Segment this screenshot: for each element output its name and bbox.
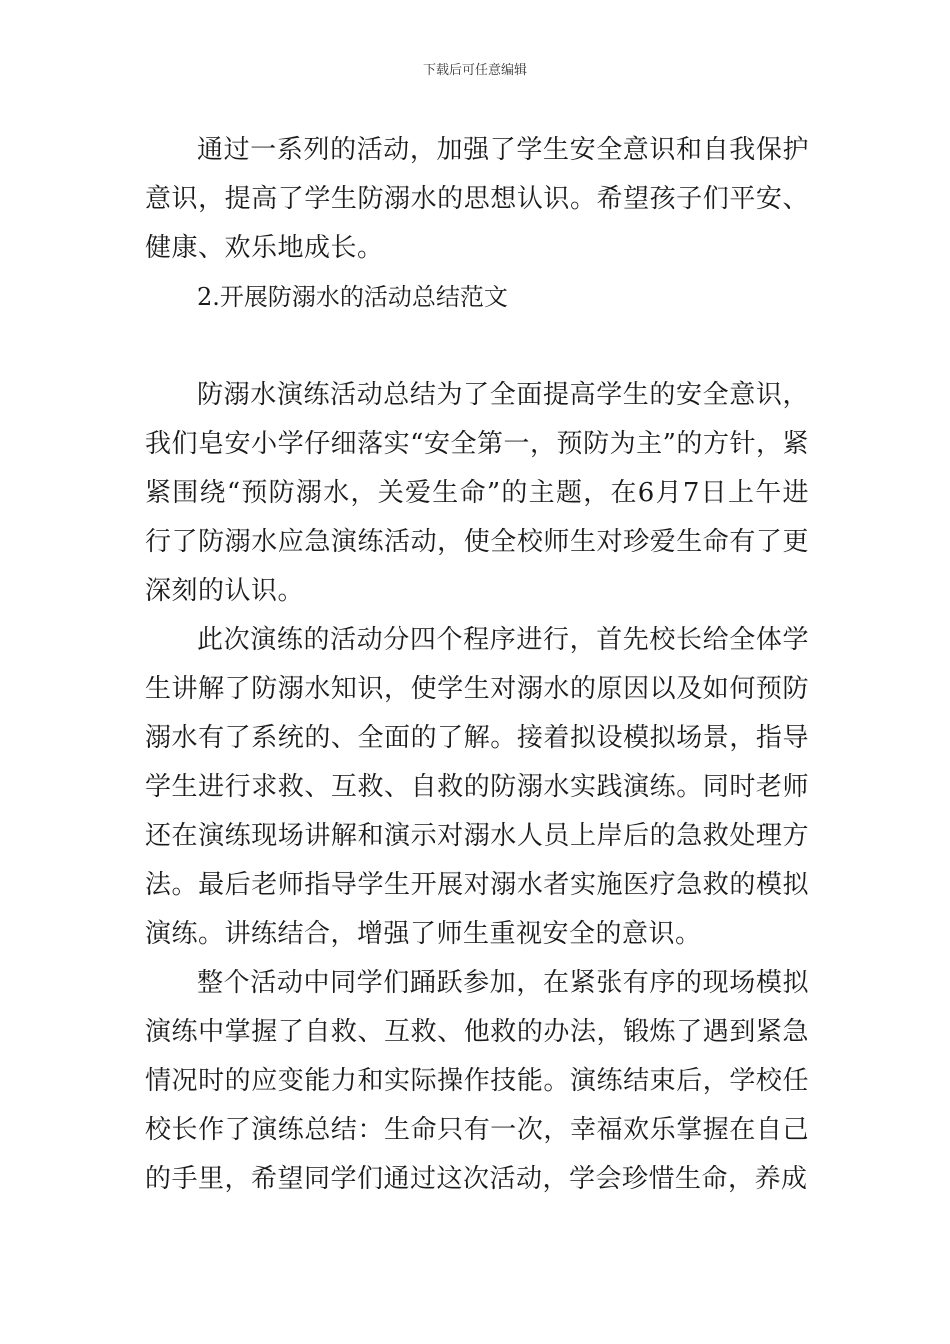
section-heading: 2.开展防溺水的活动总结范文 [197, 283, 508, 311]
page-header: 下载后可任意编辑 [422, 63, 527, 78]
paragraph-intro: 防溺水演练活动总结为了全面提高学生的安全意识，我们皂安小学仔细落实“安全第一，预防为主”的方针，紧紧围绕“预防溺水，关爱生命”的主题，在6月7日上午进行了防溺水应急演练活动，使全校师生对珍爱生命有了更深刻的认识。 [145, 380, 809, 606]
paragraph-procedure: 此次演练的活动分四个程序进行，首先校长给全体学生讲解了防溺水知识，使学生对溺水的原因以及如何预防溺水有了系统的、全面的了解。接着拟设模拟场景，指导学生进行求救、互救、自救的防溺水实践演练。同时老师还在演练现场讲解和演示对溺水人员上岸后的急救处理方法。最后老师指导学生开展对溺水者实施医疗急救的模拟演练。讲练结合，增强了师生重视安全的意识。 [145, 625, 809, 949]
document-body [145, 126, 809, 1204]
paragraph-outcome: 整个活动中同学们踊跃参加，在紧张有序的现场模拟演练中掌握了自救、互救、他救的办法，锻炼了遇到紧急情况时的应变能力和实际操作技能。演练结束后，学校任校长作了演练总结：生命只有一次，幸福欢乐掌握在自己的手里，希望同学们通过这次活动，学会珍惜生命，养成 [145, 968, 809, 1194]
blank-line [145, 322, 809, 371]
paragraph-summary-closing: 通过一系列的活动，加强了学生安全意识和自我保护意识，提高了学生防溺水的思想认识。希望孩子们平安、健康、欢乐地成长。 [145, 135, 809, 263]
